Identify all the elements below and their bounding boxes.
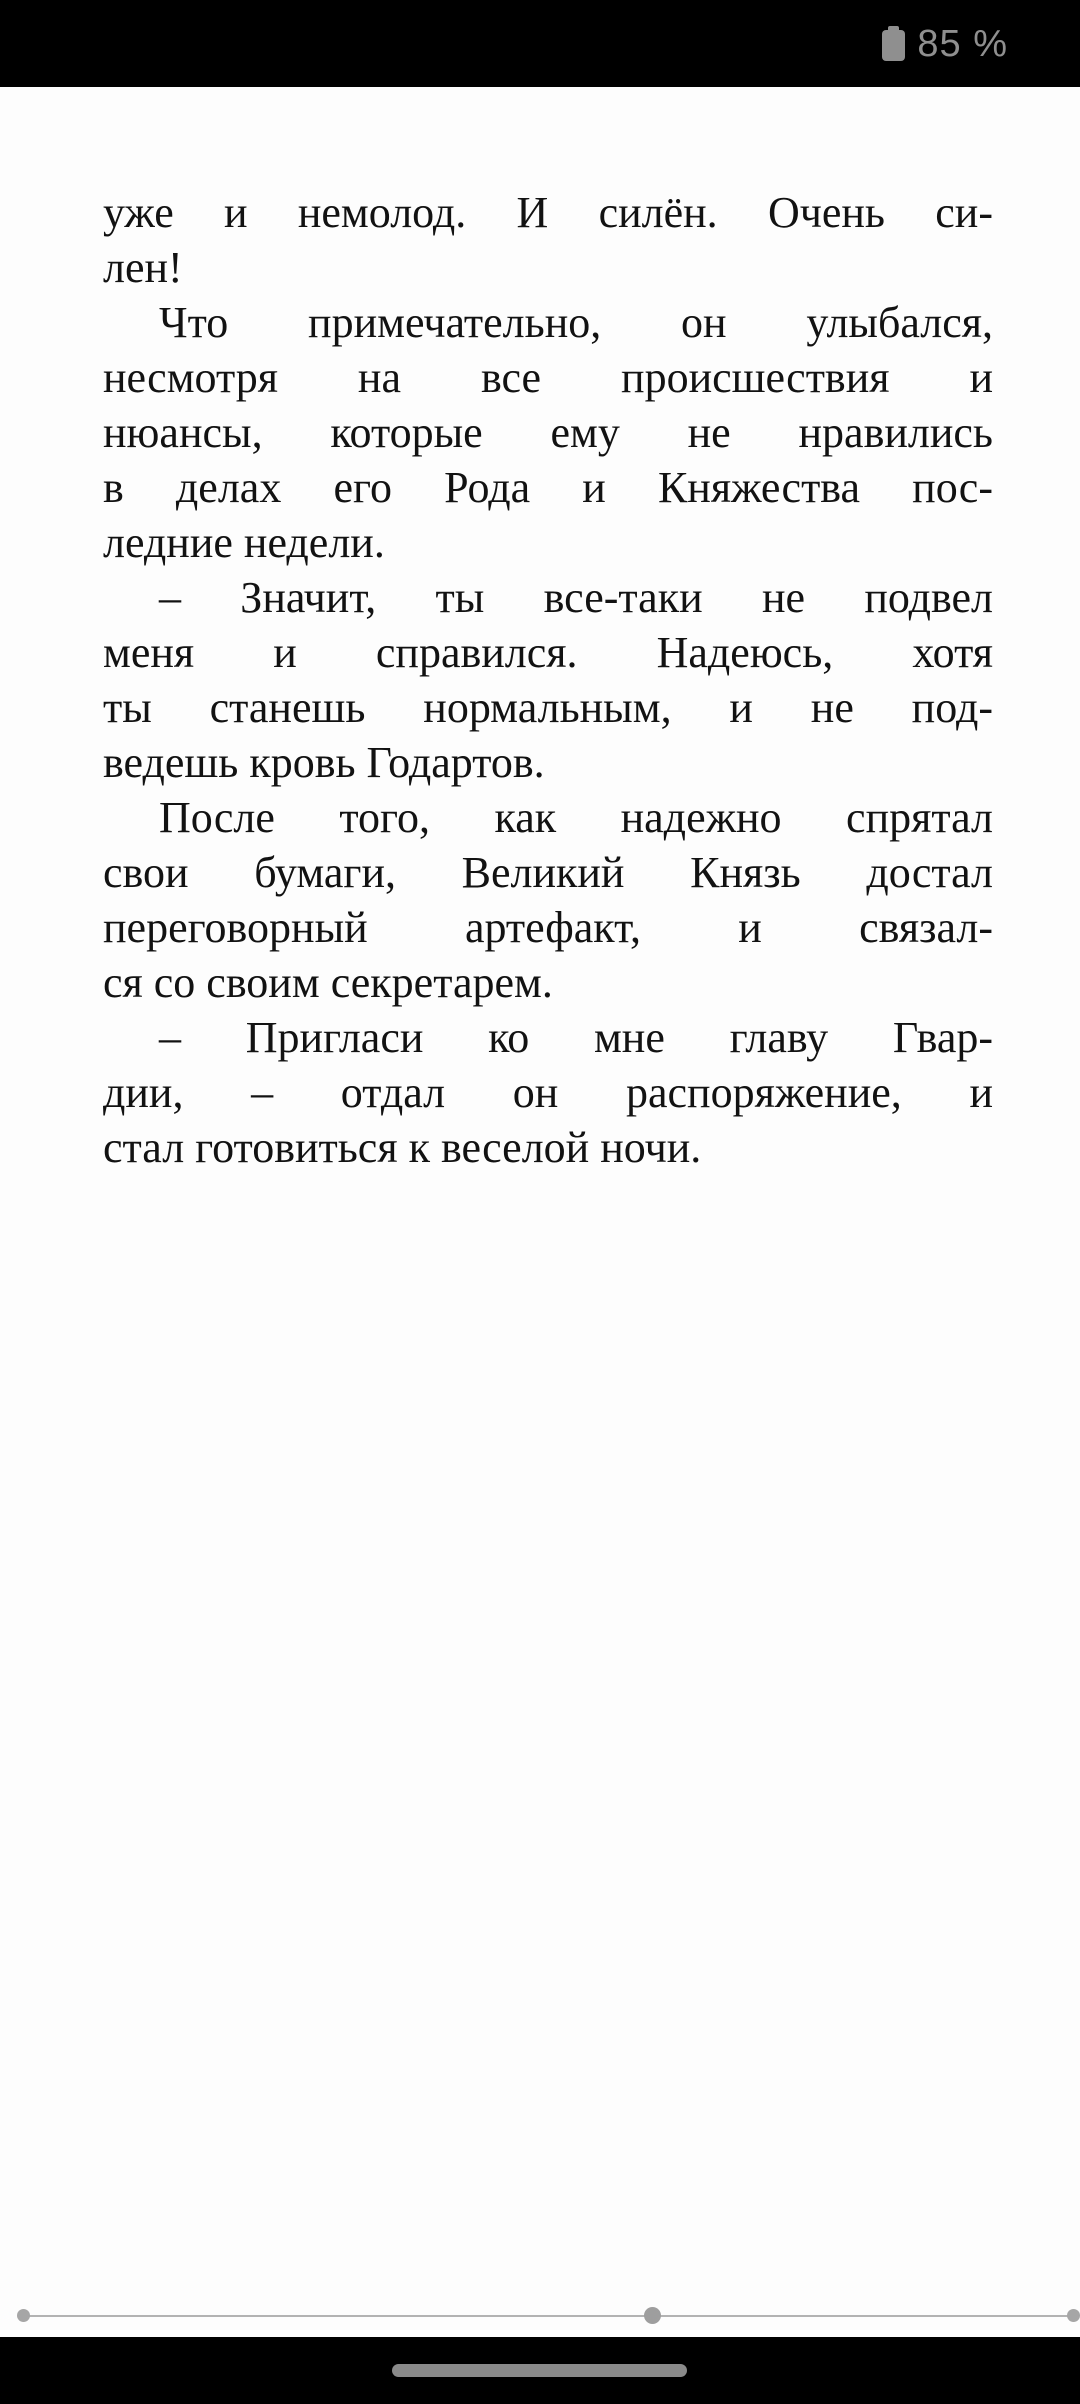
- text-line: меня и справился. Надеюсь, хотя: [103, 628, 993, 677]
- text-line: ведешь кровь Годартов.: [103, 738, 545, 787]
- text-line: в делах его Рода и Княжества пос-: [103, 463, 993, 512]
- home-gesture-pill[interactable]: [392, 2364, 687, 2377]
- text-line: лен!: [103, 243, 183, 292]
- text-line: ты станешь нормальным, и не под-: [103, 683, 993, 732]
- progress-thumb[interactable]: [644, 2307, 661, 2324]
- status-bar: [0, 0, 1080, 87]
- text-line: После того, как надежно спрятал: [159, 793, 993, 842]
- progress-track: [24, 2315, 1073, 2317]
- text-line: несмотря на все происшествия и: [103, 353, 993, 402]
- text-line: – Пригласи ко мне главу Гвар-: [159, 1013, 993, 1062]
- text-line: Что примечательно, он улыбался,: [159, 298, 993, 347]
- text-line: свои бумаги, Великий Князь достал: [103, 848, 993, 897]
- text-line: стал готовиться к веселой ночи.: [103, 1123, 702, 1172]
- reading-progress-slider[interactable]: [0, 2306, 1080, 2326]
- text-line: нюансы, которые ему не нравились: [103, 408, 993, 457]
- reading-area[interactable]: [0, 87, 1080, 2337]
- progress-end-dot: [1067, 2309, 1080, 2322]
- progress-start-dot: [17, 2309, 30, 2322]
- text-line: ледние недели.: [103, 518, 385, 567]
- battery-icon: [882, 26, 905, 61]
- battery-percent-text: 85 %: [917, 22, 1008, 65]
- text-line: переговорный артефакт, и связал-: [103, 903, 993, 952]
- text-line: уже и немолод. И силён. Очень си-: [103, 188, 993, 237]
- text-line: – Значит, ты все-таки не подвел: [159, 573, 993, 622]
- system-navigation-bar: [0, 2337, 1080, 2404]
- text-line: ся со своим секретарем.: [103, 958, 553, 1007]
- text-line: дии, – отдал он распоряжение, и: [103, 1068, 993, 1117]
